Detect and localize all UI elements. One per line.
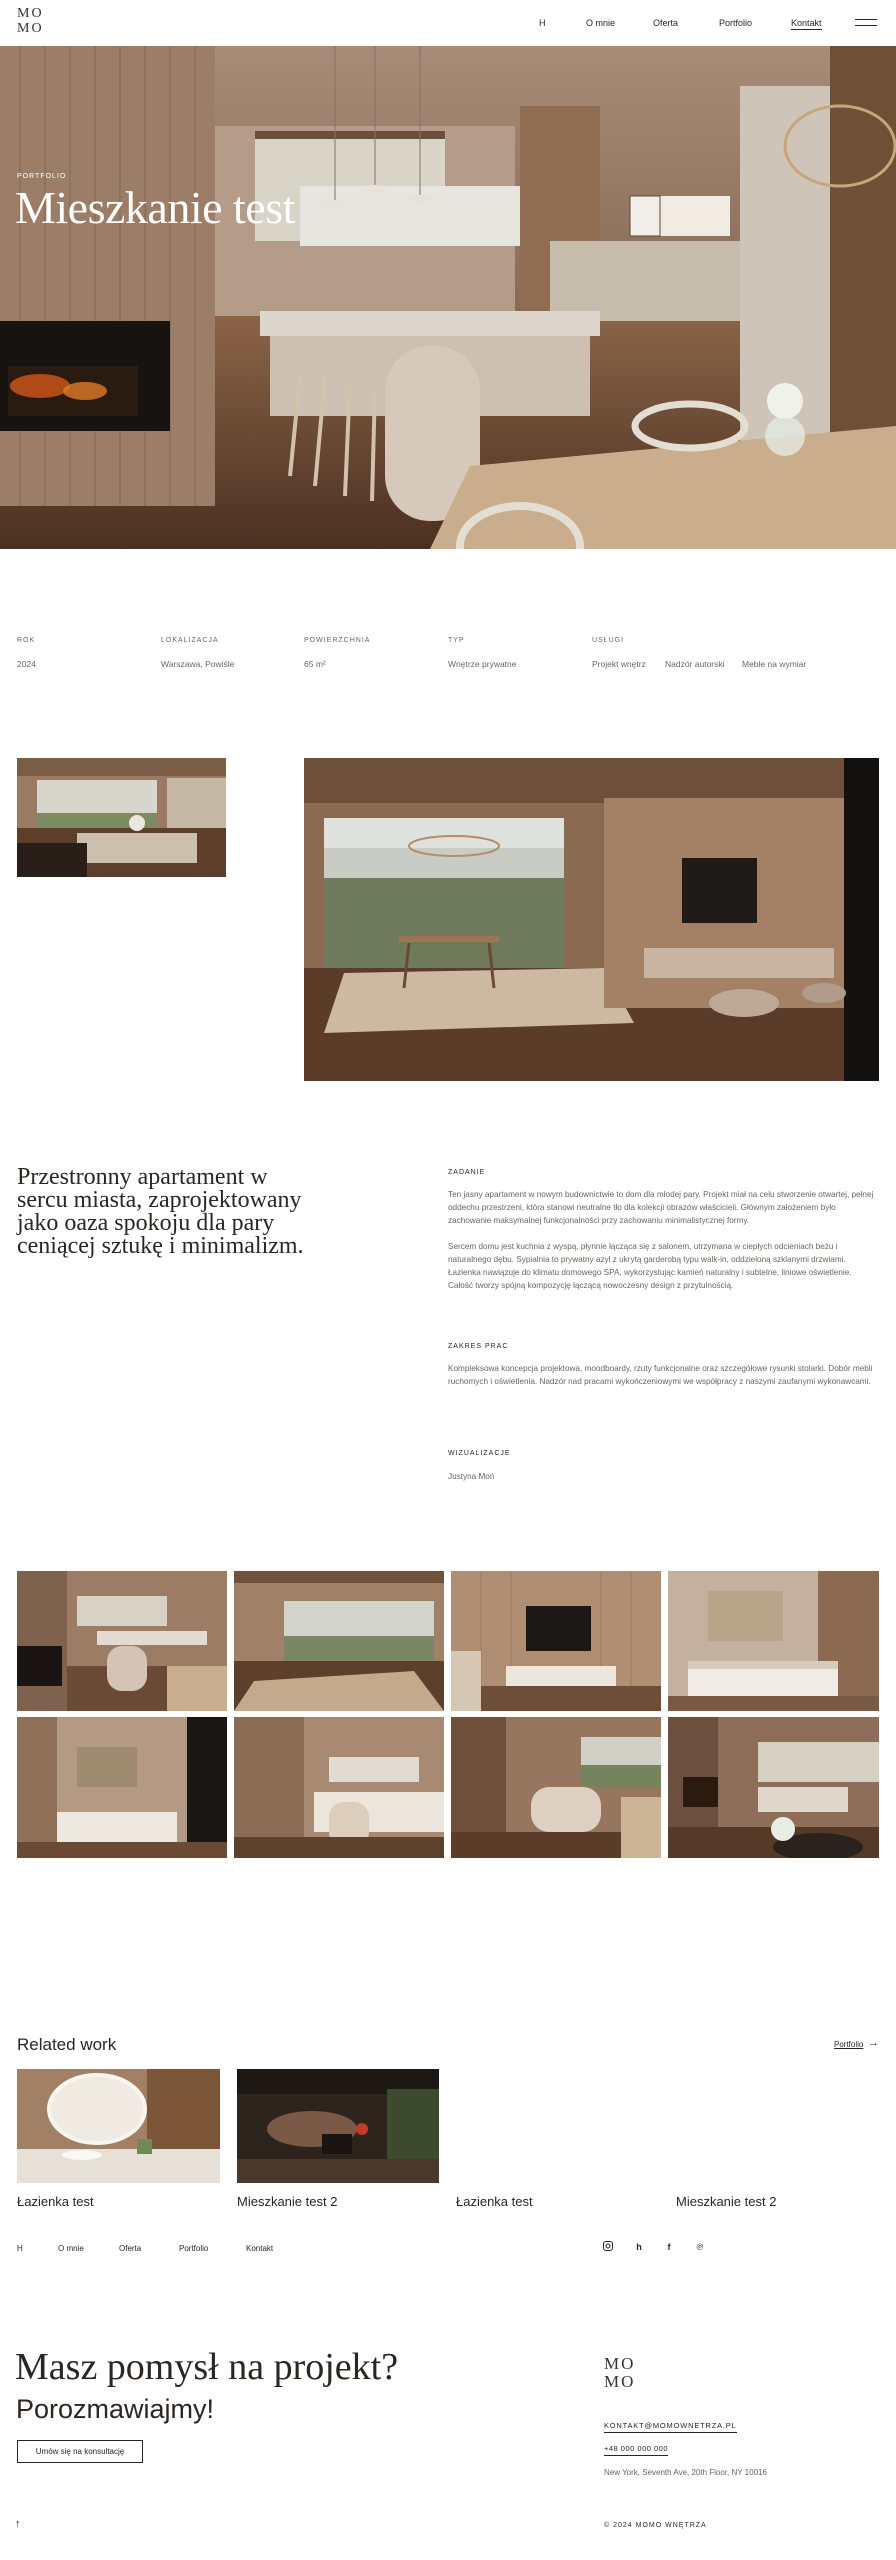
meta-value-location: Warszawa, Powiśle [161, 659, 235, 669]
footer-logo-line-2: MO [604, 2372, 636, 2391]
gallery-grid-image-5[interactable] [17, 1717, 227, 1858]
meta-value-service-3: Meble na wymiar [742, 659, 807, 669]
pinterest-icon[interactable]: ℗ [696, 2242, 704, 2252]
footer-email-link[interactable]: KONTAKT@MOMOWNETRZA.PL [604, 2421, 737, 2433]
task-label: ZADANIE [448, 1169, 486, 1176]
related-name-2[interactable]: Mieszkanie test 2 [237, 2194, 338, 2209]
footer-nav-home[interactable]: H [17, 2244, 23, 2253]
footer-logo[interactable] [604, 2355, 635, 2391]
meta-value-year: 2024 [17, 659, 36, 669]
copyright: © 2024 MOMO WNĘTRZA [604, 2522, 707, 2529]
footer-phone-link[interactable]: +48 000 000 000 [604, 2444, 668, 2456]
meta-label-area: POWIERZCHNIA [304, 637, 371, 644]
site-header [0, 0, 896, 47]
meta-label-year: ROK [17, 637, 36, 644]
nav-o-mnie[interactable]: O mnie [586, 18, 616, 28]
facebook-icon[interactable]: f [667, 2242, 671, 2252]
logo-line-2: MO [17, 21, 44, 36]
gallery-grid-image-1[interactable] [17, 1571, 227, 1711]
gallery-grid-image-2[interactable] [234, 1571, 444, 1711]
meta-label-services: USŁUGI [592, 637, 625, 644]
footer-nav-portfolio[interactable]: Portfolio [179, 2244, 209, 2253]
footer-nav-oferta[interactable]: Oferta [119, 2244, 142, 2253]
visualizations-author: Justyna Moń [448, 1472, 495, 1481]
scope-text: Kompleksowa koncepcja projektowa, moodboardy, rzuty funkcjonalne oraz szczegółowe rysunki stolarki. Dobór mebli ruchomych i oświetlenia. Nadzór nad pracami wykończeniowymi we współpracy z naszymi zaufanymi wykonawcami. [448, 1364, 873, 1386]
footer-nav-kontakt[interactable]: Kontakt [246, 2244, 274, 2253]
related-name-1[interactable]: Łazienka test [17, 2194, 94, 2209]
menu-icon[interactable] [855, 19, 877, 26]
hero-title: Mieszkanie test [15, 182, 295, 233]
related-name-3[interactable]: Łazienka test [456, 2194, 533, 2209]
task-paragraph-2: Sercem domu jest kuchnia z wyspą, płynnie łącząca się z salonem, utrzymana w ciepłych odcieniach beżu i naturalnego dębu. Sypialnia to prywatny azyl z ukrytą garderobą typu walk-in, oddzieloną szklanymi drzwiami. Łazienka nawiązuje do klimatu domowego SPA, wykorzystując kamień naturalny i subtelne, liniowe oświetlenie. Całość tworzy spójną kompozycję łączącą nowoczesny design z przytulnością. [448, 1242, 852, 1290]
footer-address: New York, Seventh Ave, 20th Floor, NY 10016 [604, 2468, 767, 2477]
nav-home[interactable]: H [539, 18, 546, 28]
project-lead: Przestronny apartament w sercu miasta, zaprojektowany jako oaza spokoju dla pary ceniącej sztukę i minimalizm. [17, 1164, 304, 1259]
hero-image [0, 46, 896, 549]
gallery-grid-image-4[interactable] [668, 1571, 879, 1711]
related-title: Related work [17, 2035, 117, 2054]
gallery-grid-image-3[interactable] [451, 1571, 661, 1711]
logo[interactable] [17, 6, 44, 36]
nav-kontakt[interactable]: Kontakt [791, 18, 822, 28]
hero-kicker: PORTFOLIO [17, 173, 67, 180]
meta-value-type: Wnętrze prywatne [448, 659, 517, 669]
contact-subheadline: Porozmawiajmy! [16, 2394, 215, 2424]
related-name-4[interactable]: Mieszkanie test 2 [676, 2194, 777, 2209]
meta-label-type: TYP [448, 637, 465, 644]
related-portfolio-link[interactable]: Portfolio [834, 2040, 864, 2049]
book-consultation-button[interactable]: Umów się na konsultację [17, 2440, 143, 2463]
arrow-up-icon[interactable]: ↑ [15, 2518, 21, 2530]
meta-value-service-2: Nadzór autorski [665, 659, 725, 669]
footer-logo-line-1: MO [604, 2354, 636, 2373]
instagram-icon[interactable] [602, 2241, 614, 2253]
contact-headline: Masz pomysł na projekt? [15, 2346, 399, 2388]
logo-line-1: MO [17, 6, 44, 21]
meta-label-location: LOKALIZACJA [161, 637, 219, 644]
meta-value-area: 65 m² [304, 659, 326, 669]
gallery-grid-image-7[interactable] [451, 1717, 661, 1858]
gallery-grid-image-8[interactable] [668, 1717, 879, 1858]
meta-value-service-1: Projekt wnętrz [592, 659, 646, 669]
related-card-image-1[interactable] [17, 2069, 220, 2183]
footer-nav-o-mnie[interactable]: O mnie [58, 2244, 84, 2253]
nav-portfolio[interactable]: Portfolio [719, 18, 753, 28]
gallery-grid-image-6[interactable] [234, 1717, 444, 1858]
nav-oferta[interactable]: Oferta [653, 18, 679, 28]
arrow-right-icon[interactable]: → [868, 2037, 879, 2049]
related-card-image-2[interactable] [237, 2069, 439, 2183]
visualizations-label: WIZUALIZACJE [448, 1450, 511, 1457]
scope-label: ZAKRES PRAC [448, 1343, 509, 1350]
gallery-image-small[interactable] [17, 758, 226, 877]
gallery-image-large[interactable] [304, 758, 879, 1081]
houzz-icon[interactable]: h [636, 2242, 642, 2252]
task-paragraph-1: Ten jasny apartament w nowym budownictwie to dom dla młodej pary. Projekt miał na celu stworzenie otwartej, pełnej oddechu przestrzeni, która stanowi neutralne tło dla kolekcji obrazów właścicieli. Głównym założeniem było zachowanie maksymalnej funkcjonalności przy zachowaniu minimalistycznej formy. [448, 1190, 874, 1225]
